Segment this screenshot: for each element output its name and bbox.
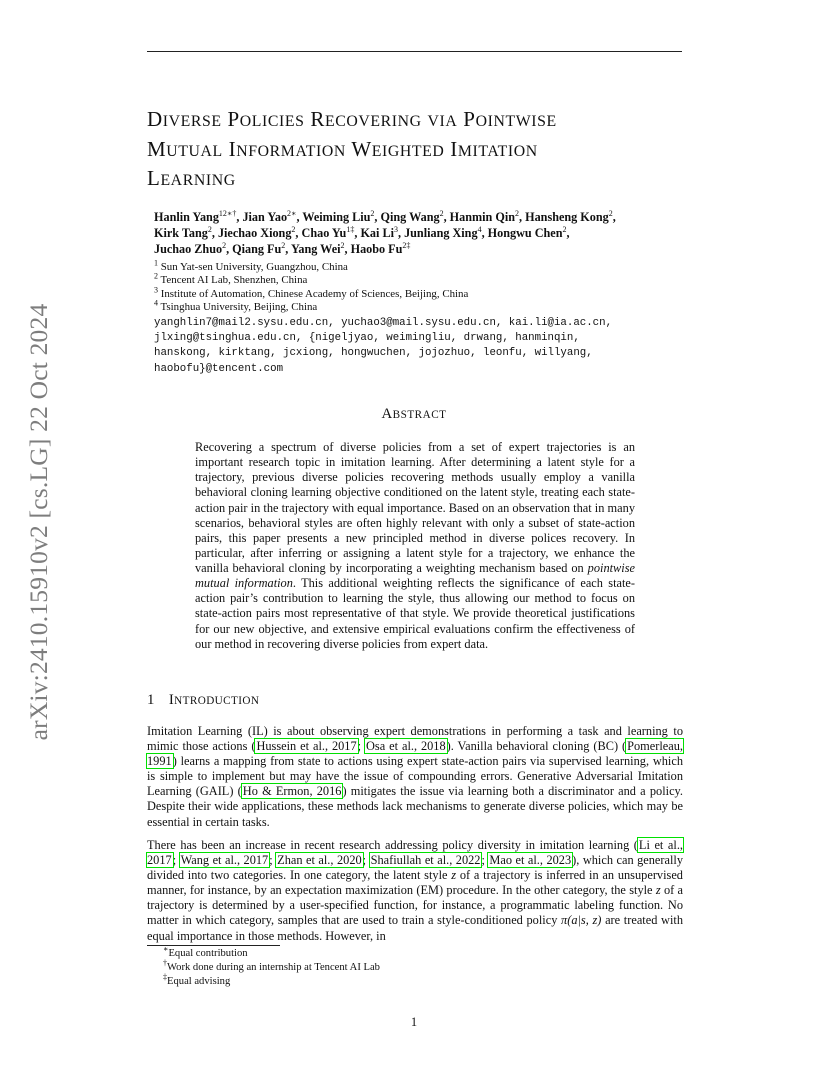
abstract-heading: ABSTRACT <box>381 406 447 422</box>
author: Chao $Yu^{1\ddagger}$ <box>301 224 355 240</box>
title-line-2 <box>147 136 687 166</box>
math-symbol: z <box>451 868 457 883</box>
title-word: MUTUAL <box>147 136 223 161</box>
email-line: yanghlin7@mail2.sysu.edu.cn, yuchao3@mail.sysu.edu.cn, kai.li@ia.ac.cn, <box>154 317 613 329</box>
citation-link[interactable]: Shafiullah et al., 2022 <box>370 853 481 868</box>
title-word: VIA <box>427 113 458 130</box>
top-rule <box>147 51 682 52</box>
affiliation: $^2$ Tencent AI Lab, Shenzhen, China <box>154 271 308 287</box>
abstract-body: Recovering a spectrum of diverse policies from a set of expert trajectories is an important research topic in imitation learning. After determining a latent style for a trajectory, previous diverse policies recovering methods usually employ a vanilla behavioral cloning learning objective conditioned on the latent style, treating each state-action pair in the trajectory with equal importance. Based on an observation that in many scenarios, behavioral styles are often highly relevant with only a subset of state-action pairs, this paper presents a new principled method in diverse polices recovery. In particular, after inferring or assigning a latent style for a trajectory, we enhance the vanilla behavioral cloning by incorporating a weighting mechanism based on pointwise mutual information. This additional weighting reflects the significance of each state-action pair’s contribution to learning the style, thus allowing our method to focus on state-action pairs most representative of that style. We provide theoretical justifications for our new objective, and extensive empirical evaluations confirm the effectiveness of our method in recovering diverse policies from expert data. <box>195 440 635 651</box>
title-word: LEARNING <box>147 166 236 190</box>
intro-paragraph-2: There has been an increase in recent research addressing policy diversity in imitation learning (Li et al., 2017; Wang et al., 2017; Zhan et al., 2020; Shafiullah et al., 2022; Mao et al., 2023), which can generally divided into two categories. In one category, the latent style z of a trajectory is inferred in an unsupervised manner, for instance, by an expectation maximization (EM) procedure. In the other category, the style z of a trajectory is determined by a user-specified function, for instance, a programmatic labeling function. No matter in which category, samples that are used to train a style-conditioned policy π(a|s, z) are treated with equal importance in those methods. However, in <box>147 838 684 943</box>
footnote: ‡Equal advising <box>163 972 231 987</box>
title-word: INFORMATION <box>228 136 346 161</box>
title-word: POINTWISE <box>463 107 557 131</box>
author: Yang Wei$^2$ <box>290 240 345 256</box>
title-word: IMITATION <box>450 136 538 161</box>
title-word: DIVERSE <box>147 107 222 131</box>
title-word: RECOVERING <box>310 107 422 131</box>
title-word: POLICIES <box>227 107 305 131</box>
author: Kirk Tang$^2$ <box>154 224 212 240</box>
author: Hansheng Kong$^2$ <box>525 208 613 224</box>
footnote: ∗Equal contribution <box>163 944 248 959</box>
email-line: jlxing@tsinghua.edu.cn, {nigeljyao, weimingliu, drwang, hanminqin, <box>154 332 580 345</box>
author: Juchao Zhuo$^2$ <box>154 240 227 256</box>
arxiv-identifier: arXiv:2410.15910v2 [cs.LG] 22 Oct 2024 <box>24 303 53 741</box>
author: Haobo $Fu^{2\ddagger}$ <box>350 240 411 256</box>
affiliation: $^1$ Sun Yat-sen University, Guangzhou, China <box>154 258 348 273</box>
author: Junliang Xing$^4$ <box>404 224 482 240</box>
abstract-italic: pointwise mutual information <box>195 561 635 591</box>
citation-link[interactable]: Hussein et al., 2017 <box>256 739 357 754</box>
email-line: haobofu}@tencent.com <box>154 362 284 375</box>
affiliation: $^4$ Tsinghua University, Beijing, China <box>154 298 318 314</box>
math-expression: π(a|s, z) <box>561 913 602 928</box>
footnote: †Work done during an internship at Tencent AI Lab <box>163 958 380 973</box>
title-line-1 <box>147 106 687 136</box>
intro-paragraph-1: Imitation Learning (IL) is about observing expert demonstrations in performing a task and learning to mimic those actions (Hussein et al., 2017; Osa et al., 2018). Vanilla behavioral cloning (BC) (Pomerleau, 1991) learns a mapping from state to actions using expert state-action pairs via supervised learning, which is simple to implement but may have the issue of compounding errors. Generative Adversarial Imitation Learning (GAIL) (Ho & Ermon, 2016) mitigates the issue via learning both a discriminator and a policy. Despite their wide applications, these methods lack mechanisms to generate diverse policies, which may be essential in certain tasks. <box>147 724 683 829</box>
email-line: hanskong, kirktang, jcxiong, hongwuchen, jojozhuo, leonfu, willyang, <box>154 347 593 360</box>
title-word: WEIGHTED <box>351 136 445 161</box>
citation-link[interactable]: Pomerleau, 1991 <box>147 739 683 769</box>
section-number: 1 <box>147 692 155 708</box>
author: Weiming Liu$^2$ <box>302 208 375 224</box>
affiliation: $^3$ Institute of Automation, Chinese Academy of Sciences, Beijing, China <box>154 285 469 300</box>
author: Jian Yao$^{2∗}$ <box>242 208 297 224</box>
author: Hanmin Qin$^2$ <box>449 208 520 224</box>
title-line-3 <box>147 165 687 195</box>
author-list: Hanlin Yang$^{12∗\dagger}$, Jian Yao$^{2∗}$, Weiming Liu$^2$, Qing Wang$^2$, Hanmin Qin$^2$, Hansheng Kong$^2$, Kirk Tang$^2$, Jiechao Xiong$^2$, Chao $Yu^{1\ddagger}$, Kai Li$^3$, Junliang Xing$^4$, Hongwu Chen$^2$, Juchao Zhuo$^2$, Qiang Fu$^2$, Yang Wei$^2$, Haobo $Fu^{2\ddagger}$ <box>154 208 616 256</box>
author: Jiechao Xiong$^2$ <box>217 224 296 240</box>
affiliation-list <box>154 258 694 315</box>
paper-title <box>147 106 687 195</box>
email-list <box>154 316 714 377</box>
author: Kai Li$^3$ <box>360 224 398 240</box>
math-symbol: z <box>655 883 661 898</box>
citation-link[interactable]: Zhan et al., 2020 <box>277 853 362 868</box>
citation-link[interactable]: Mao et al., 2023 <box>489 853 572 868</box>
citation-link[interactable]: Osa et al., 2018 <box>366 739 446 754</box>
citation-link[interactable]: Wang et al., 2017 <box>180 853 269 868</box>
author: Qing Wang$^2$ <box>380 208 444 224</box>
citation-link[interactable]: Li et al., 2017 <box>147 838 684 868</box>
author: Hanlin Yang$^{12∗\dagger}$ <box>154 208 237 224</box>
section-heading: 1 INTRODUCTION <box>147 692 260 708</box>
author: Hongwu Chen$^2$ <box>487 224 567 240</box>
author: Qiang Fu$^2$ <box>232 240 286 256</box>
page-number: 1 <box>410 1015 418 1029</box>
citation-link[interactable]: Ho & Ermon, 2016 <box>242 784 342 799</box>
